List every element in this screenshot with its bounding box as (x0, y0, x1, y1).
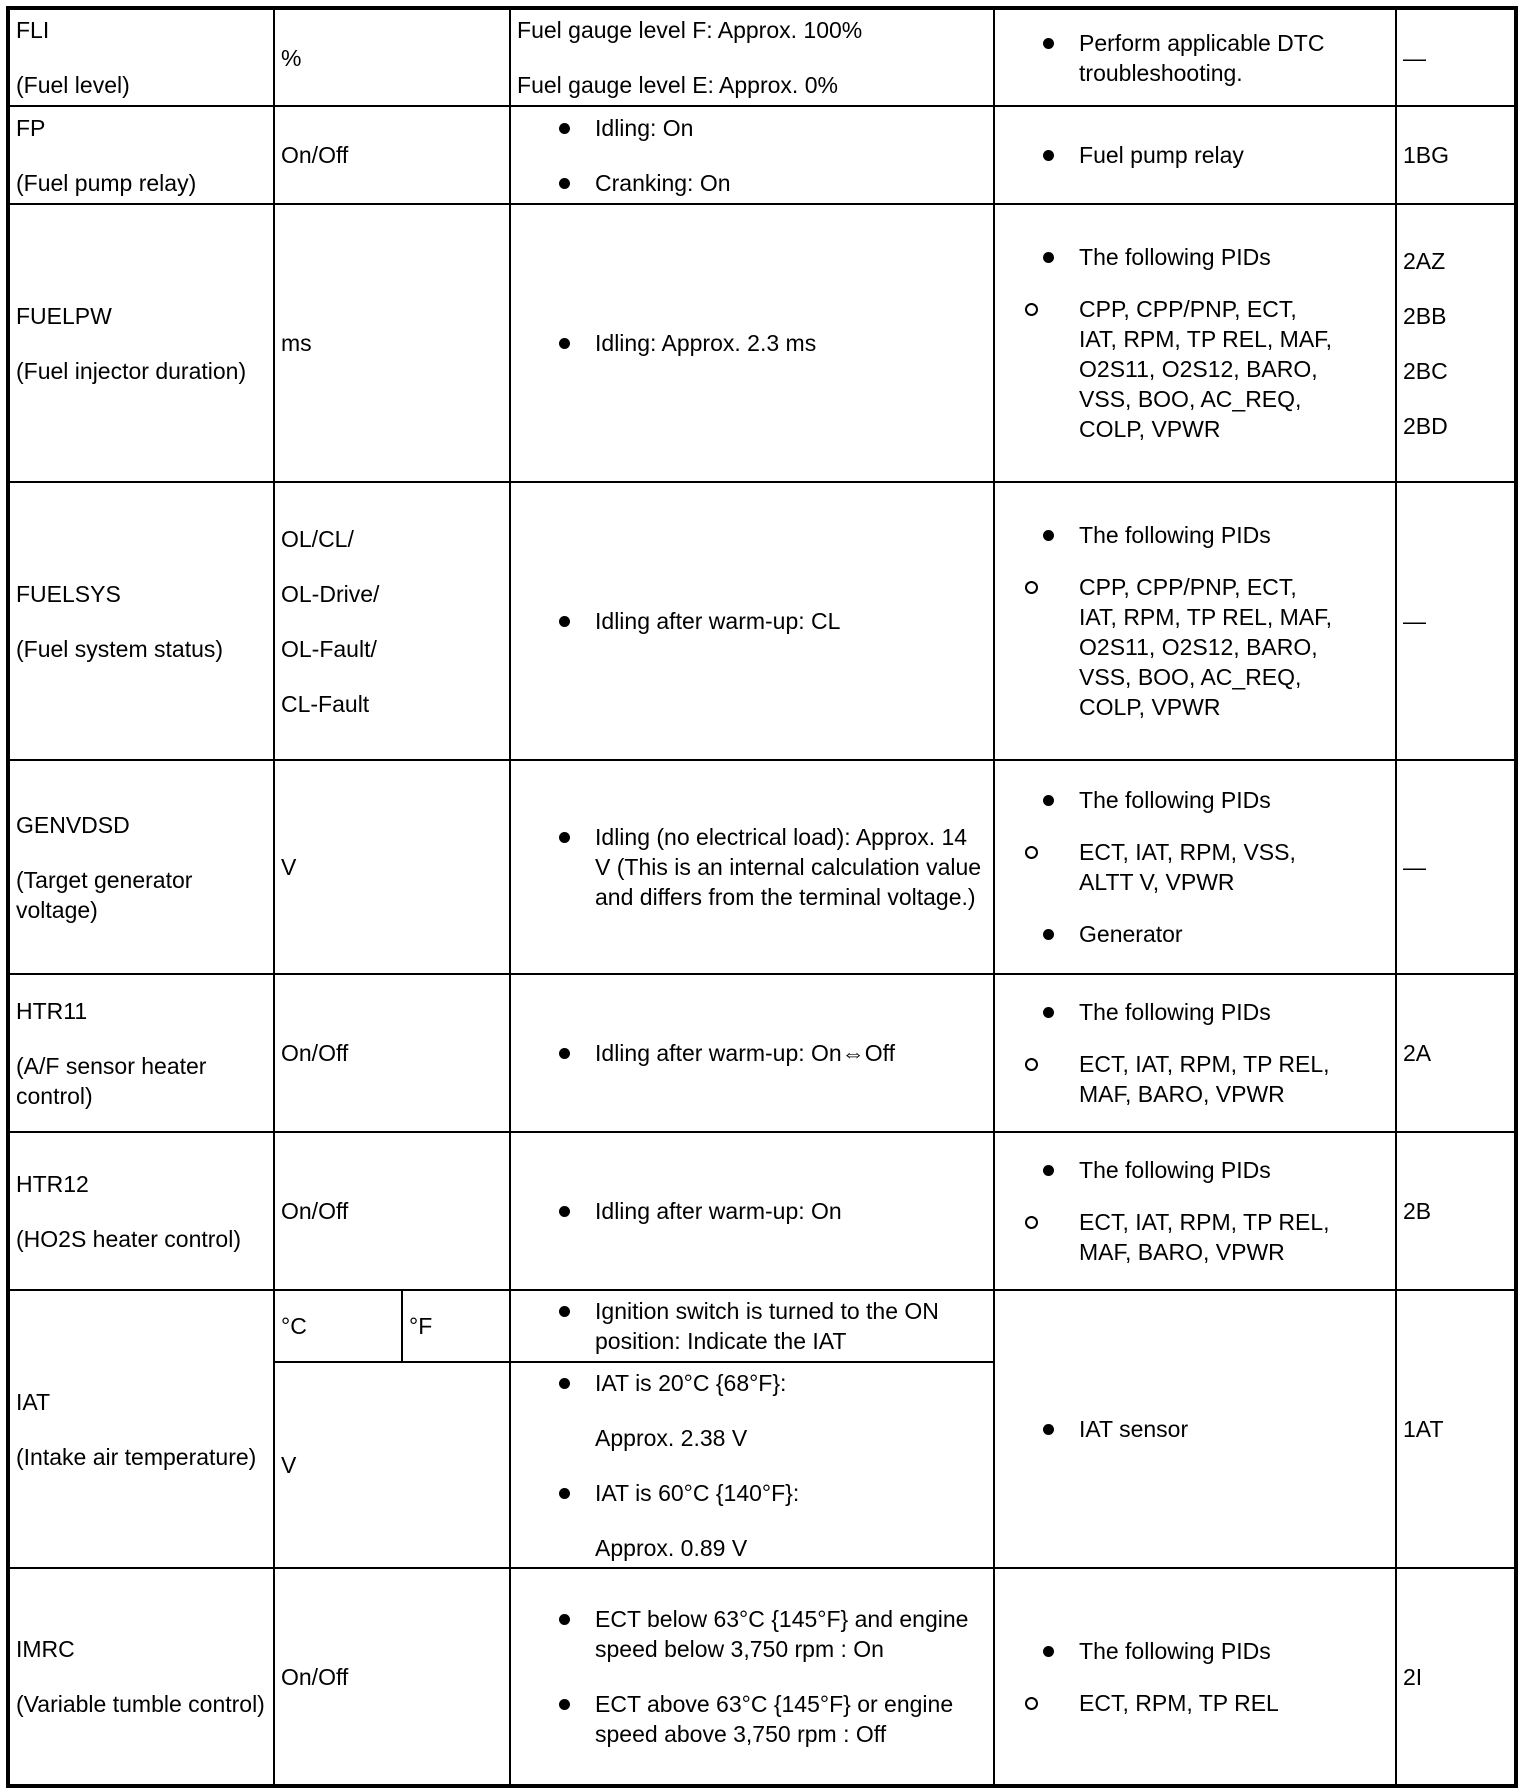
action-head: The following PIDs (1079, 1157, 1271, 1183)
action-head: The following PIDs (1079, 999, 1271, 1025)
ref-code: 2AZ (1403, 247, 1446, 274)
condition-value: Approx. 0.89 V (595, 1534, 748, 1561)
sub-item: ECT, IAT, RPM, VSS, ALTT V, VPWR (1001, 837, 1389, 897)
condition-cell (510, 482, 994, 760)
unit-cell: On/Off (274, 106, 510, 204)
unit-cell-volt: V (274, 1362, 510, 1568)
unit-cell: On/Off (274, 974, 510, 1132)
action-item: Perform applicable DTC troubleshooting. (1001, 28, 1389, 88)
table-row (8, 8, 1516, 106)
condition-item: ECT below 63°C {145°F} and engine speed below 3,750 rpm : On (517, 1604, 987, 1664)
action-item (1001, 1636, 1389, 1666)
ref-code: 2BB (1403, 302, 1447, 329)
pid-cell (8, 204, 274, 482)
unit-cell: On/Off (274, 1568, 510, 1786)
action-cell (994, 106, 1396, 204)
ref-cell: — (1396, 482, 1516, 760)
sub-item: ECT, IAT, RPM, TP REL, MAF, BARO, VPWR (1001, 1207, 1389, 1267)
pid-name: (HO2S heater control) (16, 1225, 241, 1252)
unit-cell: % (274, 8, 510, 106)
condition-item: Idling: Approx. 2.3 ms (517, 328, 987, 358)
action-item (1001, 997, 1389, 1027)
action-item: IAT sensor (1001, 1414, 1389, 1444)
pid-name: (Fuel system status) (16, 635, 224, 662)
unit-cell-fahrenheit: °F (402, 1290, 510, 1362)
condition-item: Cranking: On (517, 168, 987, 198)
unit-line: OL-Drive/ (281, 580, 380, 607)
table-row (8, 974, 1516, 1132)
condition-item (517, 1478, 987, 1563)
condition-line: Fuel gauge level F: Approx. 100% (517, 17, 863, 43)
action-head: The following PIDs (1079, 787, 1271, 813)
condition-item: Idling: On (517, 113, 987, 143)
ref-code: 2BD (1403, 412, 1448, 439)
pid-cell (8, 1290, 274, 1568)
condition-item: Idling (no electrical load): Approx. 14 V (This is an internal calculation value and differs from the terminal voltage.) (517, 822, 987, 912)
ref-cell: 2I (1396, 1568, 1516, 1786)
ref-cell: 2A (1396, 974, 1516, 1132)
ref-cell: 1BG (1396, 106, 1516, 204)
ref-cell: — (1396, 8, 1516, 106)
pid-name: (Fuel injector duration) (16, 357, 247, 384)
table-row (8, 1290, 1516, 1362)
sub-item: CPP, CPP/PNP, ECT, IAT, RPM, TP REL, MAF, O2S11, O2S12, BARO, VSS, BOO, AC_REQ, COLP, VPWR (1001, 572, 1389, 722)
unit-line: OL-Fault/ (281, 635, 377, 662)
condition-item: Idling after warm-up: On⇔Off (517, 1038, 987, 1068)
condition-cell (510, 204, 994, 482)
pid-code: IAT (16, 1388, 51, 1415)
pid-name: (Intake air temperature) (16, 1443, 257, 1470)
condition-cell (510, 1362, 994, 1568)
unit-cell-celsius: °C (274, 1290, 402, 1362)
pid-cell (8, 482, 274, 760)
pid-code: GENVDSD (16, 811, 130, 838)
action-item (1001, 242, 1389, 272)
pid-code: IMRC (16, 1636, 75, 1662)
ref-cell: 2B (1396, 1132, 1516, 1290)
action-cell (994, 204, 1396, 482)
pid-cell (8, 1132, 274, 1290)
pid-code: FUELPW (16, 302, 112, 329)
action-head: The following PIDs (1079, 244, 1271, 270)
action-cell (994, 1568, 1396, 1786)
sub-item: ECT, RPM, TP REL (1001, 1688, 1389, 1718)
action-head: The following PIDs (1079, 1637, 1271, 1664)
condition-cell (510, 1132, 994, 1290)
table-row (8, 204, 1516, 482)
condition-text: IAT is 60°C {140°F}: (595, 1479, 800, 1506)
unit-cell (274, 482, 510, 760)
table-row (8, 482, 1516, 760)
sub-item: CPP, CPP/PNP, ECT, IAT, RPM, TP REL, MAF, O2S11, O2S12, BARO, VSS, BOO, AC_REQ, COLP, VPWR (1001, 294, 1389, 444)
table-row (8, 1568, 1516, 1786)
condition-item: Idling after warm-up: On (517, 1196, 987, 1226)
pid-name: (Fuel pump relay) (16, 169, 197, 196)
condition-cell (510, 974, 994, 1132)
pid-name: (Target generator voltage) (16, 866, 193, 923)
action-item (1001, 520, 1389, 550)
action-cell (994, 8, 1396, 106)
action-head: The following PIDs (1079, 522, 1271, 548)
pid-code: HTR12 (16, 1170, 89, 1197)
condition-text: IAT is 20°C {68°F}: (595, 1369, 787, 1396)
sub-item: ECT, IAT, RPM, TP REL, MAF, BARO, VPWR (1001, 1049, 1389, 1109)
unit-line: OL/CL/ (281, 525, 354, 552)
condition-item: ECT above 63°C {145°F} or engine speed above 3,750 rpm : Off (517, 1689, 987, 1749)
action-item (1001, 1155, 1389, 1185)
pid-name: (Variable tumble control) (16, 1691, 265, 1717)
condition-cell (510, 106, 994, 204)
condition-cell (510, 760, 994, 974)
pid-cell (8, 760, 274, 974)
table-row (8, 1132, 1516, 1290)
pid-code: FLI (16, 17, 50, 43)
ref-cell (1396, 204, 1516, 482)
unit-cell: On/Off (274, 1132, 510, 1290)
action-item: Generator (1001, 919, 1389, 949)
action-cell (994, 760, 1396, 974)
pid-code: FUELSYS (16, 580, 121, 607)
pid-name: (A/F sensor heater control) (16, 1052, 207, 1109)
action-cell (994, 1290, 1396, 1568)
action-item (1001, 785, 1389, 815)
condition-cell (510, 1290, 994, 1362)
pid-code: FP (16, 114, 46, 141)
action-cell (994, 1132, 1396, 1290)
pid-code: HTR11 (16, 997, 88, 1024)
condition-cell (510, 1568, 994, 1786)
table-row (8, 106, 1516, 204)
ref-code: 2BC (1403, 357, 1448, 384)
pid-table (6, 6, 1518, 1788)
pid-name: (Fuel level) (16, 72, 130, 98)
condition-value: Approx. 2.38 V (595, 1424, 748, 1451)
unit-cell: ms (274, 204, 510, 482)
condition-line: Fuel gauge level E: Approx. 0% (517, 72, 838, 98)
condition-item: Idling after warm-up: CL (517, 606, 987, 636)
table-row (8, 760, 1516, 974)
pid-cell (8, 974, 274, 1132)
action-cell (994, 974, 1396, 1132)
pid-cell (8, 1568, 274, 1786)
unit-cell: V (274, 760, 510, 974)
unit-line: CL-Fault (281, 690, 370, 717)
condition-cell (510, 8, 994, 106)
ref-cell: — (1396, 760, 1516, 974)
ref-cell: 1AT (1396, 1290, 1516, 1568)
action-cell (994, 482, 1396, 760)
pid-cell (8, 106, 274, 204)
pid-cell (8, 8, 274, 106)
condition-item (517, 1368, 987, 1453)
condition-item: Ignition switch is turned to the ON position: Indicate the IAT (517, 1296, 987, 1356)
action-item: Fuel pump relay (1001, 140, 1389, 170)
